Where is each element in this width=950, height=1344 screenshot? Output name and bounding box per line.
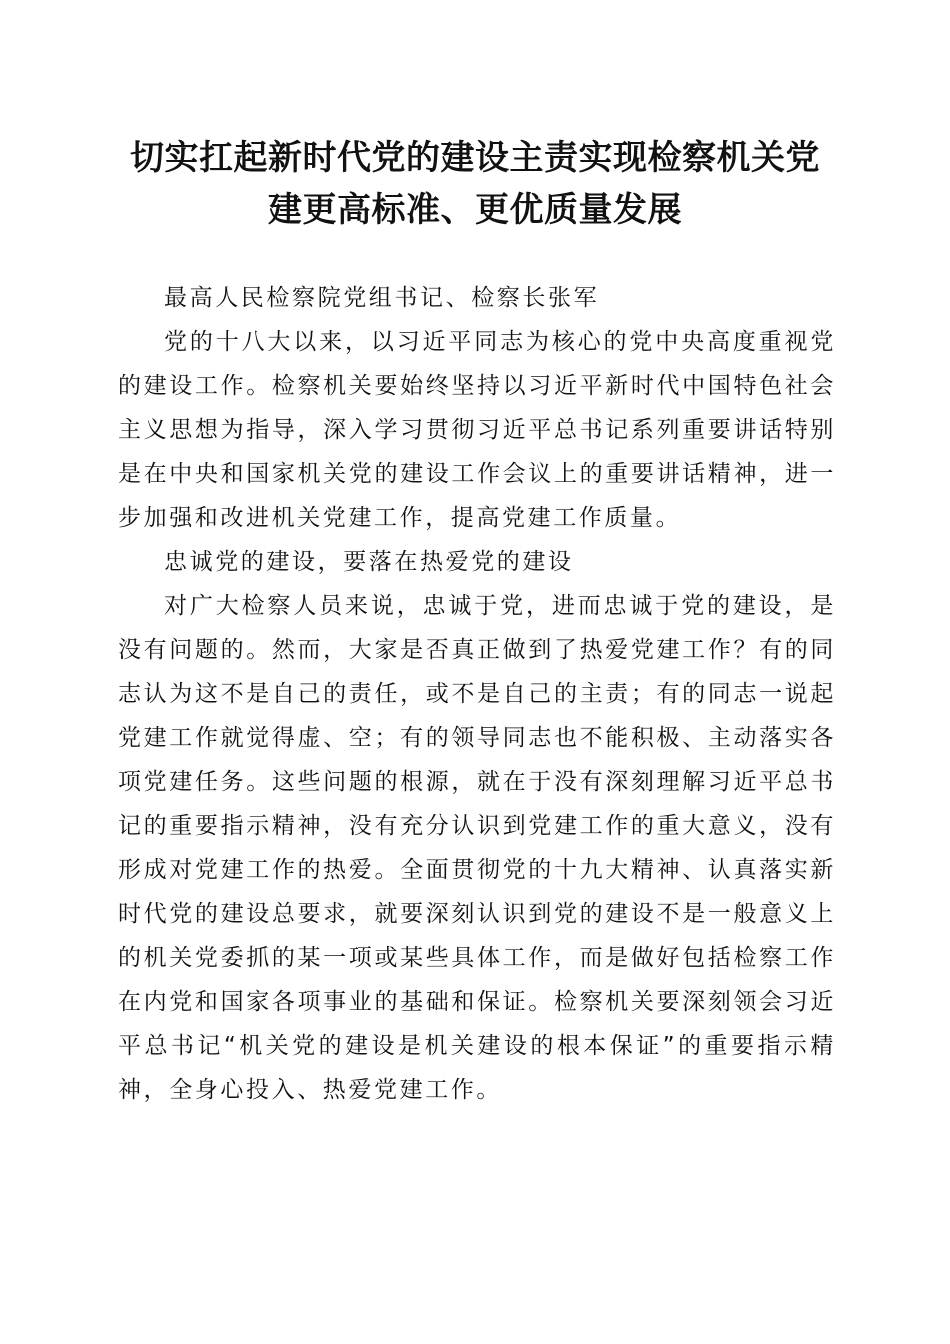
paragraph-main: 对广大检察人员来说，忠诚于党，进而忠诚于党的建设，是没有问题的。然而，大家是否真正做到了热爱党建工作？有的同志认为这不是自己的责任，或不是自己的主责；有的同志一说起党建工作就觉得虚、空；有的领导同志也不能积极、主动落实各项党建任务。这些问题的根源，就在于没有深刻理解习近平总书记的重要指示精神，没有充分认识到党建工作的重大意义，没有形成对党建工作的热爱。全面贯彻党的十九大精神、认真落实新时代党的建设总要求，就要深刻认识到党的建设不是一般意义上的机关党委抓的某一项或某些具体工作，而是做好包括检察工作在内党和国家各项事业的基础和保证。检察机关要深刻领会习近平总书记“机关党的建设是机关建设的根本保证”的重要指示精神，全身心投入、热爱党建工作。 (118, 593, 836, 1103)
author-line: 最高人民检察院党组书记、检察长张军 (164, 285, 600, 311)
document-title (100, 132, 850, 236)
section-heading: 忠诚党的建设，要落在热爱党的建设 (164, 549, 574, 575)
paragraph-intro: 党的十八大以来，以习近平同志为核心的党中央高度重视党的建设工作。检察机关要始终坚持以习近平新时代中国特色社会主义思想为指导，深入学习贯彻习近平总书记系列重要讲话特别是在中央和国家机关党的建设工作会议上的重要讲话精神，进一步加强和改进机关党建工作，提高党建工作质量。 (118, 329, 836, 531)
title-line-1: 切实扛起新时代党的建设主责实现检察机关党 (130, 138, 820, 178)
document-body (118, 276, 836, 1112)
title-line-2: 建更高标准、更优质量发展 (268, 190, 682, 230)
